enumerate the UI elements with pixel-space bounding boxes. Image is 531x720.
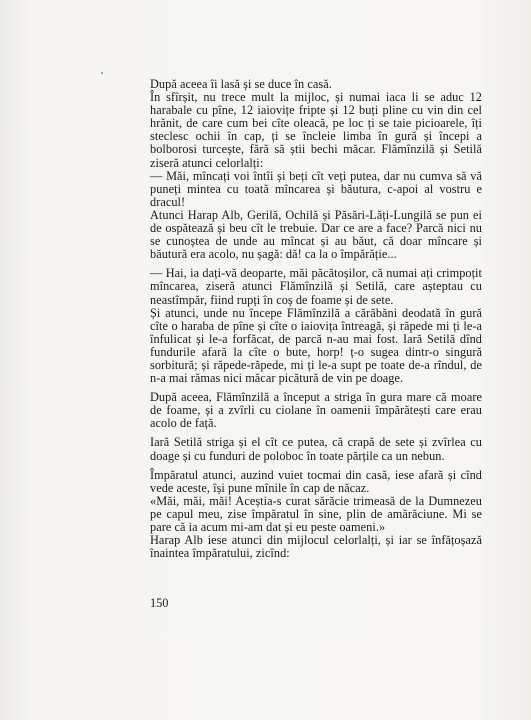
paragraph-1: După aceea îi lasă și se duce în casă. (150, 77, 332, 91)
paragraph-3: — Măi, mîncați voi întîi și beți cît veți putea, dar nu cumva să vă puneți mintea cu toată mîncarea și băutura, c-apoi al vostru e dracul! (150, 168, 482, 209)
paper-speck (101, 72, 103, 74)
paragraph-7: După aceea, Flămînzilă a început a striga în gura mare că moare de foame, și a zvîrli cu ciolane în oamenii împărătești care erau acolo de față. (150, 390, 482, 431)
paragraph-11: Harap Alb iese atunci din mijlocul celorlalți, și iar se înfățoșază înaintea împăratului, zicînd: (150, 533, 482, 561)
paragraph-4: Atunci Harap Alb, Gerilă, Ochilă și Păsări-Lăți-Lungilă se pun ei de ospătează și beu cît le trebuie. Dar ce are a face? Parcă nici nu se cunoștea de unde au mîncat și au băut, că doar mîncare și băutură era acolo, nu șagă: dă! ca la o împărăție... (150, 207, 482, 262)
page-number: 150 (150, 596, 169, 610)
paragraph-10: «Măi, măi, măi! Aceștia-s curat sărăcie trimeasă de la Dumnezeu pe capul meu, zise împăratul în sine, plin de amărăciune. Mi se pare că ia acum mi-am dat și eu peste oameni.» (150, 493, 482, 534)
paragraph-5: — Hai, ia dați-vă deoparte, măi păcătoșilor, că numai ați crimpoțit mîncarea, ziseră atunci Flămînzilă și Setilă, care așteptau cu neastîmpăr, fiind rupți în coș de foame și de sete. (150, 266, 482, 307)
paragraph-6: Și atunci, unde nu începe Flămînzilă a cărăbăni deodată în gură cîte o haraba de pîne și cîte o iaiovița întreagă, și răpede mi ți le-a înfulicat și le-a forfăcat, de parcă n-au mai fost. Iară Setilă dînd fundurile afară la cîte o bute, horp! ț-o sugea dintr-o singură sorbitură; și răpede-răpede, mi ți le-a supt pe toate de-a rîndul, de n-a mai rămas nici măcar picătură de vin pe doage. (150, 305, 482, 386)
paragraph-2: În sfîrșit, nu trece mult la mijloc, și numai iaca li se aduc 12 harabale cu pîne, 12 iaiovițe fripte și 12 buți pline cu vin din cel hrănit, de care cum bei cîte oleacă, pe loc ți se taie picioarele, îți steclesc ochii în cap, ți se încleie limba în gură și începi a bolborosi turcește, fără să știi bechi măcar. Flămînzilă și Setilă ziseră atunci celorlalți: (150, 90, 482, 170)
paragraph-8: Iară Setilă striga și el cît ce putea, că crapă de sete și zvîrlea cu doage și cu funduri de poloboc în toate părțile ca un nebun. (150, 435, 482, 463)
body-text (150, 78, 482, 560)
paragraph-9: Împăratul atunci, auzind vuiet tocmai din casă, iese afară și cînd vede aceste, își pune mînile în cap de năcaz. (150, 467, 482, 495)
